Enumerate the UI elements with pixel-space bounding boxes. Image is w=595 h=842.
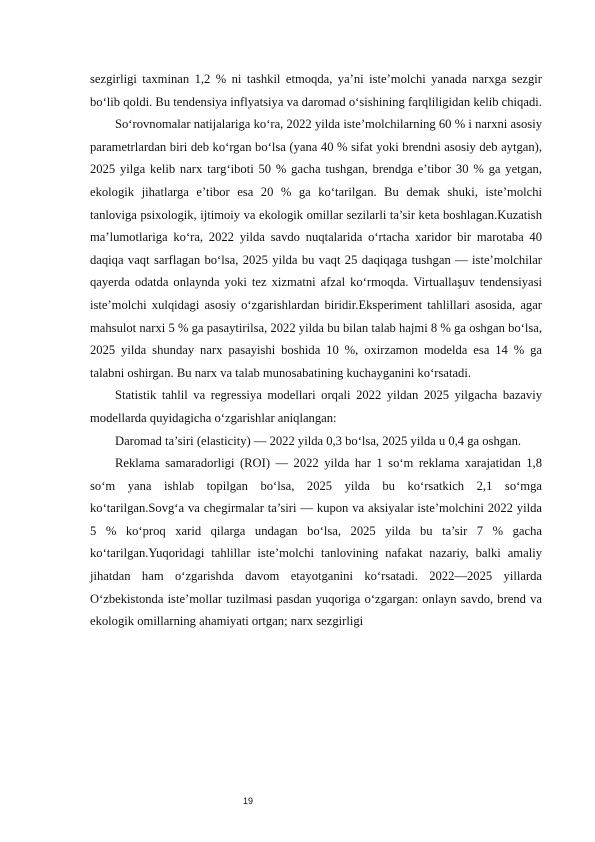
paragraph-statistical-analysis: Statistik tahlil va regressiya modellari orqali 2022 yildan 2025 yilgacha bazaviy modellarda quyidagicha o‘zgarishlar aniqlangan: (90, 388, 542, 425)
paragraph-income-elasticity: Daromad ta’siri (elasticity) — 2022 yilda 0,3 bo‘lsa, 2025 yilda u 0,4 ga oshgan. (115, 433, 522, 448)
body-text (90, 68, 542, 633)
page-number: 19 (243, 796, 254, 806)
paragraph-advertising-roi: Reklama samaradorligi (ROI) — 2022 yilda har 1 so‘m reklama xarajatidan 1,8 so‘m yana ishlab topilgan bo‘lsa, 2025 yilda bu ko‘rsatkich 2,1 so‘mga ko‘tarilgan.Sovg‘a va chegirmalar ta’siri — kupon va aksiyalar iste’molchini 2022 yilda 5 % ko‘proq xarid qilarga undagan bo‘lsa, 2025 yilda bu ta’sir 7 % gacha ko‘tarilgan.Yuqoridagi tahlillar iste’molchi tanlovining nafakat nazariy, balki amaliy jihatdan ham o‘zgarishda davom etayotganini ko‘rsatadi. 2022—2025 yillarda O‘zbekistonda iste’mollar tuzilmasi pasdan yuqoriga o‘zgargan: onlayn savdo, brend va ekologik omillarning ahamiyati ortgan; narx sezgirligi (90, 456, 542, 629)
paragraph-continuation: sezgirligi taxminan 1,2 % ni tashkil etmoqda, ya’ni iste’molchi yanada narxga sezgir bo‘lib qoldi. Bu tendensiya inflyatsiya va daromad o‘sishining farqliligidan kelib chiqadi. (90, 72, 542, 109)
paragraph-survey-results: So‘rovnomalar natijalariga ko‘ra, 2022 yilda iste’molchilarning 60 % i narxni asosiy parametrlardan biri deb ko‘rgan bo‘lsa (yana 40 % sifat yoki brendni asosiy deb aytgan), 2025 yilga kelib narx targ‘iboti 50 % gacha tushgan, brendga e’tibor 30 % ga yetgan, ekologik jihatlarga e’tibor esa 20 % ga ko‘tarilgan. Bu demak shuki, iste’molchi tanloviga psixologik, ijtimoiy va ekologik omillar sezilarli ta’sir keta boshlagan.Kuzatish ma’lumotlariga ko‘ra, 2022 yilda savdo nuqtalarida o‘rtacha xaridor bir marotaba 40 daqiqa vaqt sarflagan bo‘lsa, 2025 yilda bu vaqt 25 daqiqaga tushgan — iste’molchilar qayerda odatda onlaynda yoki tez xizmatni afzal ko‘rmoqda. Virtuallaşuv tendensiyasi iste’molchi xulqidagi asosiy o‘zgarishlardan biridir.Eksperiment tahlillari asosida, agar mahsulot narxi 5 % ga pasaytirilsa, 2022 yilda bu bilan talab hajmi 8 % ga oshgan bo‘lsa, 2025 yilda shunday narx pasayishi boshida 10 %, oxirzamon modelda esa 14 % ga talabni oshirgan. Bu narx va talab munosabatining kuchayganini ko‘rsatadi. (90, 117, 542, 380)
